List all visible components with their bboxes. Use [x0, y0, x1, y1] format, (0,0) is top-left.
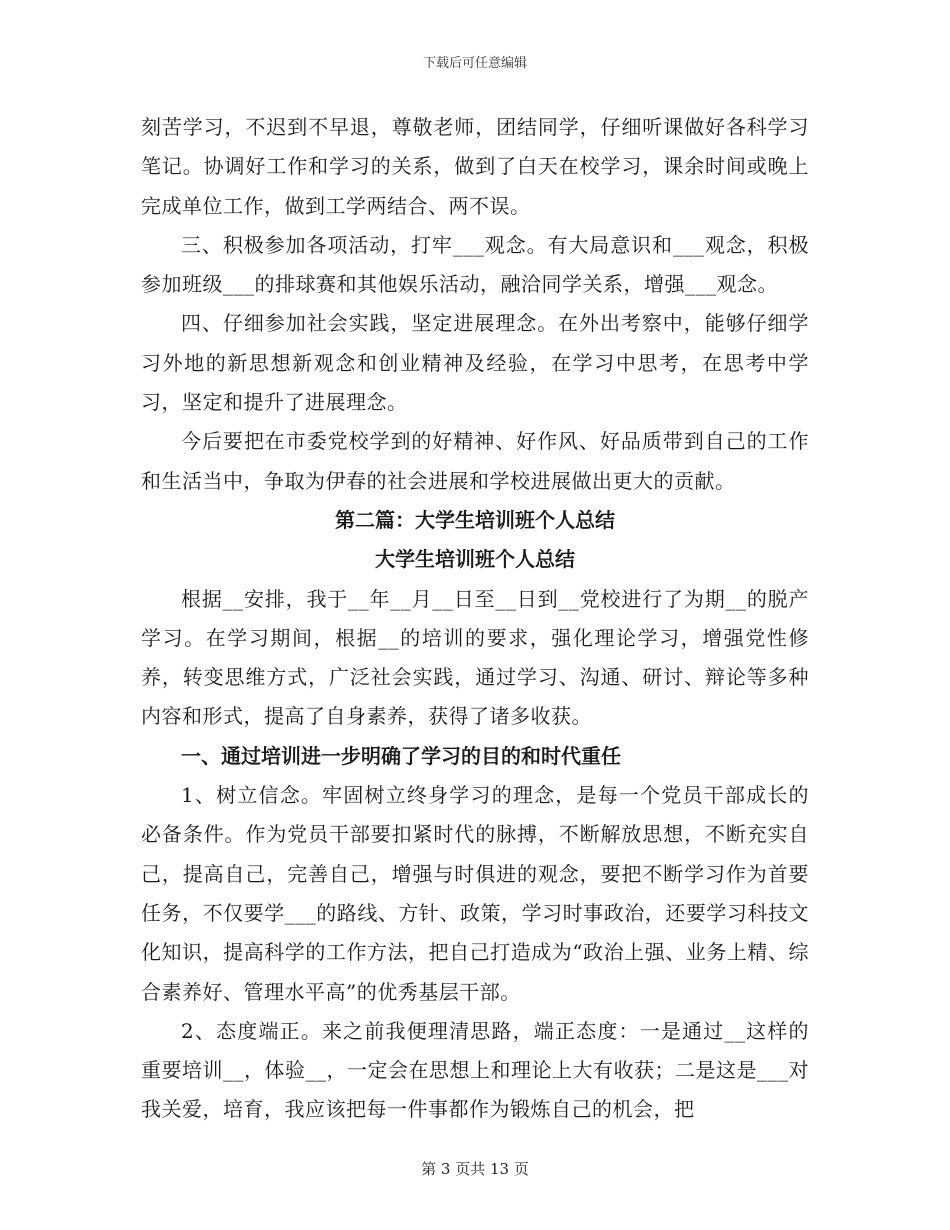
list-item: 2、态度端正。来之前我便理清思路，端正态度：一是通过__这样的重要培训__，体验__，一定会在思想上和理论上大有收获；二是这是___对我关爱，培育，我应该把每一件事都作为锻炼自己的机会，把	[141, 1018, 809, 1122]
page-header: 下载后可任意编辑	[422, 56, 527, 71]
section-heading: 一、通过培训进一步明确了学习的目的和时代重任	[181, 743, 621, 768]
paragraph: 今后要把在市委党校学到的好精神、好作风、好品质带到自己的工作和生活当中，争取为伊春的社会进展和学校进展做出更大的贡献。	[141, 429, 809, 493]
paragraph: 根据__安排，我于__年__月__日至__日到__党校进行了为期__的脱产学习。在学习期间，根据__的培训的要求，强化理论学习，增强党性修养，转变思维方式，广泛社会实践，通过学习、沟通、研讨、辩论等多种内容和形式，提高了自身素养，获得了诸多收获。	[141, 586, 809, 729]
page-content	[141, 108, 809, 1130]
paragraph: 四、仔细参加社会实践，坚定进展理念。在外出考察中，能够仔细学习外地的新思想新观念和创业精神及经验，在学习中思考，在思考中学习，坚定和提升了进展理念。	[141, 311, 809, 415]
paragraph: 刻苦学习，不迟到不早退，尊敬老师，团结同学，仔细听课做好各科学习笔记。协调好工作和学习的关系，做到了白天在校学习，课余时间或晚上完成单位工作，做到工学两结合、两不误。	[141, 115, 809, 218]
page-footer: 第 3 页共 13 页	[421, 1160, 529, 1178]
chapter-title: 第二篇：大学生培训班个人总结	[335, 507, 615, 532]
paragraph: 三、积极参加各项活动，打牢___观念。有大局意识和___观念，积极参加班级___的排球赛和其他娱乐活动，融洽同学关系，增强___观念。	[141, 232, 809, 297]
list-item: 1、树立信念。牢固树立终身学习的理念，是每一个党员干部成长的必备条件。作为党员干部要扣紧时代的脉搏，不断解放思想，不断充实自己，提高自己，完善自己，增强与时俱进的观念，要把不断学习作为首要任务，不仅要学___的路线、方针、政策，学习时事政治，还要学习科技文化知识，提高科学的工作方法，把自己打造成为“政治上强、业务上精、综合素养好、管理水平高”的优秀基层干部。	[141, 783, 809, 1004]
document-title: 大学生培训班个人总结	[375, 547, 575, 572]
